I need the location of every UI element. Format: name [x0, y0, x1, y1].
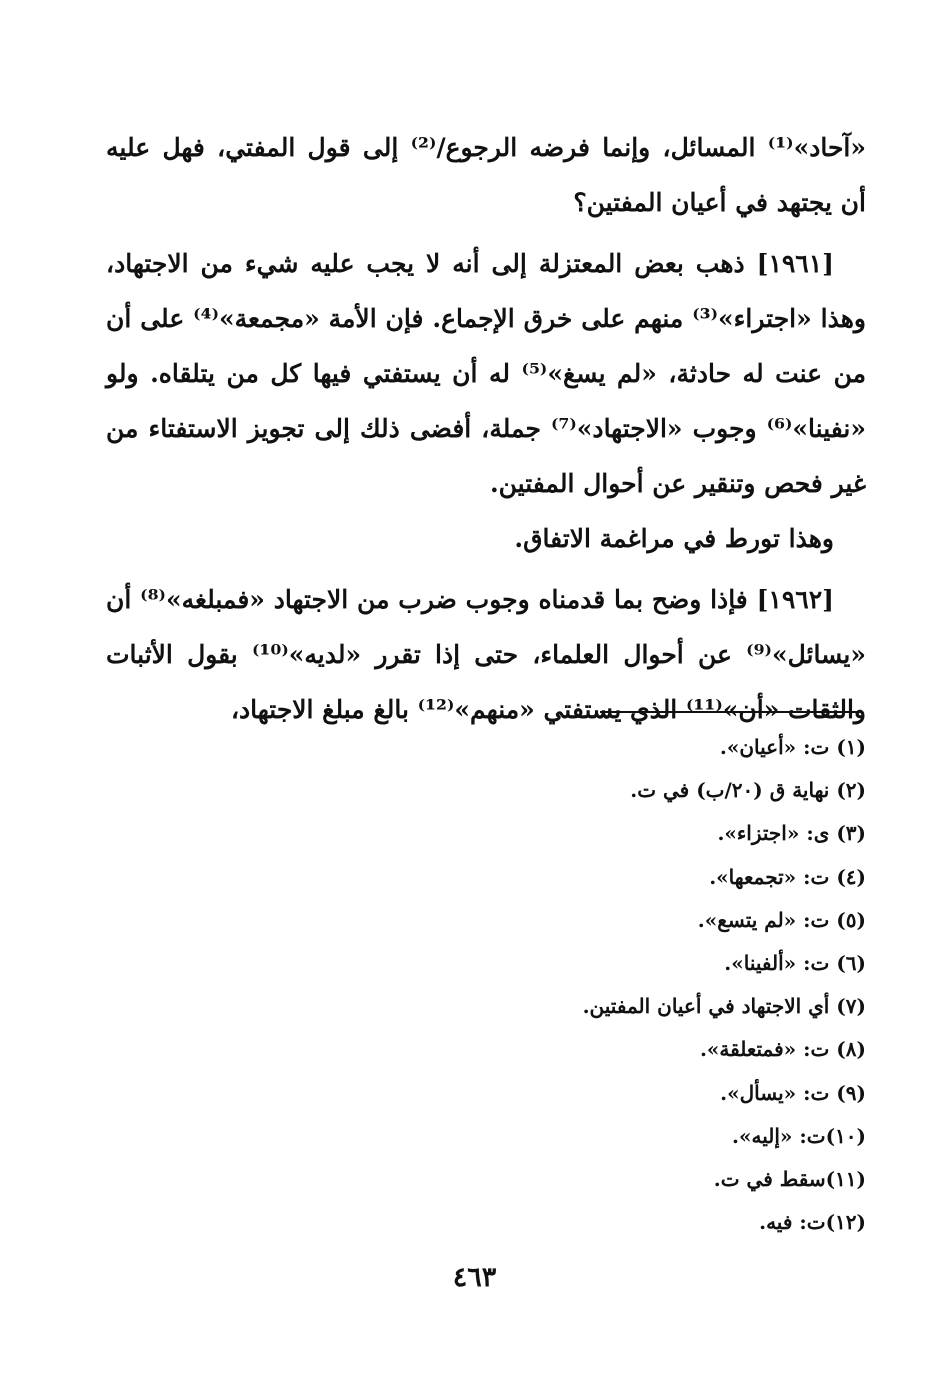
- main-text: [106, 120, 866, 737]
- footnote: (٩) ت: «يسأل».: [720, 1080, 866, 1105]
- footnotes-list: [106, 726, 866, 1244]
- paragraph: [١٩٦١] ذهب بعض المعتزلة إلى أنه لا يجب عليه شيء من الاجتهاد، وهذا «اجتراء»⁽³⁾ منهم على خرق الإجماع. فإن الأمة «مجمعة»⁽⁴⁾ على أن من عنت له حادثة، «لم يسغ»⁽⁵⁾ له أن يستفتي فيها كل من يتلقاه. ولو «نفينا»⁽⁶⁾ وجوب «الاجتهاد»⁽⁷⁾ جملة، أفضى ذلك إلى تجويز الاستفتاء من غير فحص وتنقير عن أحوال المفتين.: [106, 249, 867, 498]
- footnote: (٣) ى: «اجتزاء».: [717, 821, 866, 846]
- footnote: (٥) ت: «لم يتسع».: [697, 907, 866, 932]
- footnote: (٨) ت: «فمتعلقة».: [699, 1037, 866, 1062]
- footnote: (٤) ت: «تجمعها».: [709, 864, 866, 889]
- paragraph: [١٩٦٢] فإذا وضح بما قدمناه وجوب ضرب من الاجتهاد «فمبلغه»⁽⁸⁾ أن «يسائل»⁽⁹⁾ عن أحوال العلماء، حتى إذا تقرر «لديه»⁽¹⁰⁾ بقول الأثبات والثقات «أن»⁽¹¹⁾ الذي يستفتي «منهم»⁽¹²⁾ بالغ مبلغ الاجتهاد،: [106, 585, 866, 724]
- page-number: ٤٦٣: [452, 1262, 497, 1293]
- footnote: (١) ت: «أعيان».: [719, 735, 866, 759]
- footnote: (٦) ت: «ألفينا».: [724, 950, 866, 975]
- paragraph: «آحاد»⁽¹⁾ المسائل، وإنما فرضه الرجوع/⁽²⁾ إلى قول المفتي، فهل عليه أن يجتهد في أعيان المفتين؟: [106, 133, 866, 217]
- paragraph: وهذا تورط في مراغمة الاتفاق.: [514, 524, 834, 553]
- footnote: (١٠)ت: «إليه».: [732, 1123, 866, 1148]
- footnote: (٢) نهاية ق (٢٠/ب) في ت.: [630, 778, 866, 803]
- footnote: (١١)سقط في ت.: [713, 1166, 866, 1191]
- footnote: (١٢)ت: فيه.: [759, 1210, 866, 1235]
- footnote-separator: [600, 711, 859, 713]
- footnote: (٧) أي الاجتهاد في أعيان المفتين.: [582, 994, 866, 1019]
